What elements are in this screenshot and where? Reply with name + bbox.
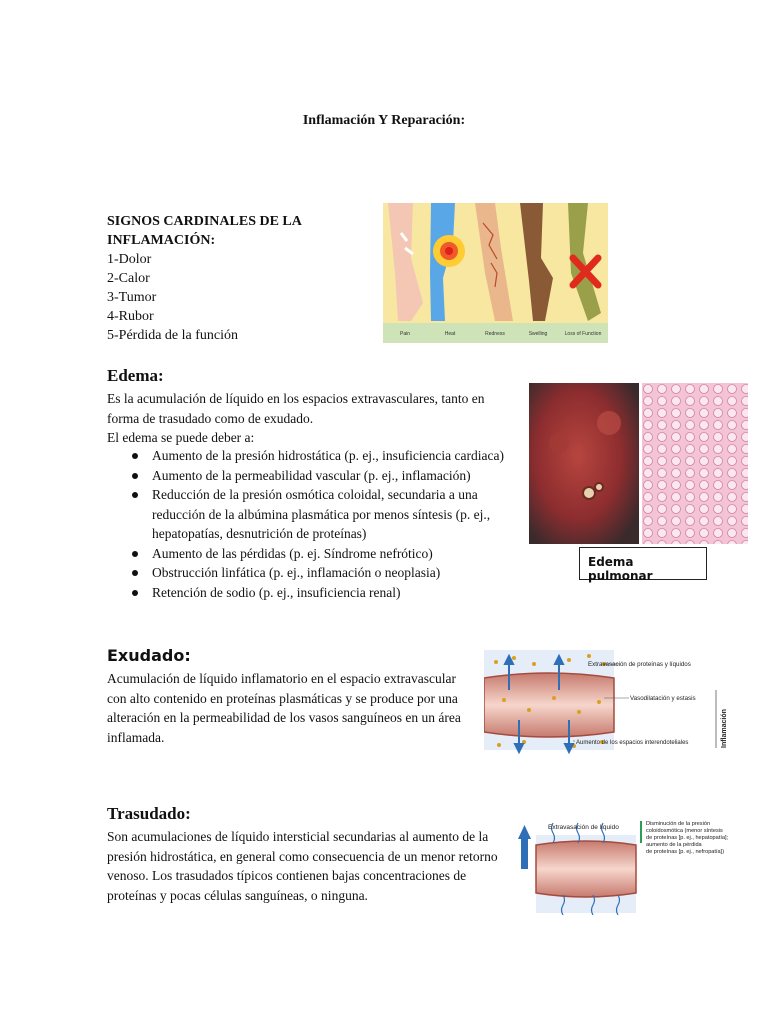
fig-label-pain: Pain xyxy=(399,331,411,337)
signos-list xyxy=(107,250,238,345)
edema-cause: Retención de sodio (p. ej., insuficiencia renal) xyxy=(132,583,517,603)
signo-item: 4-Rubor xyxy=(107,309,154,324)
edema-cause: Obstrucción linfática (p. ej., inflamación o neoplasia) xyxy=(132,563,517,583)
edema-cause: Aumento de la presión hidrostática (p. ej., insuficiencia cardiaca) xyxy=(132,446,517,466)
trasudado-note-line: de proteínas [p. ej., nefropatía]) xyxy=(646,849,725,855)
trasudado-fig-label-top: Extravasación de líquido xyxy=(548,824,619,831)
signos-heading-line2: INFLAMACIÓN: xyxy=(107,233,216,248)
fig-label-redness: Redness xyxy=(485,331,505,337)
fig-label-heat: Heat xyxy=(444,331,456,337)
edema-cause: Aumento de la permeabilidad vascular (p. ej., inflamación) xyxy=(132,466,517,486)
signo-item: 2-Calor xyxy=(107,271,150,286)
exudado-fig-label-mid: Vasodilatación y estasis xyxy=(630,695,696,702)
edema-lead: El edema se puede deber a: xyxy=(107,430,255,445)
exudado-fig-label-top: Extravasación de proteínas y líquidos xyxy=(588,661,691,668)
exudado-heading: Exudado: xyxy=(107,646,191,665)
cardinal-signs-illustration xyxy=(383,203,608,343)
fig-label-loss: Loss of Function xyxy=(564,331,602,337)
trasudado-note-line: de proteínas [p. ej., hepatopatía]; xyxy=(646,835,729,841)
edema-caption: Edema pulmonar xyxy=(579,547,707,580)
edema-causes-list xyxy=(132,446,517,602)
trasudado-note-line: coloidosmótica (menor síntesis xyxy=(646,828,723,834)
edema-intro-text: Es la acumulación de líquido en los espacios extravasculares, tanto en forma de trasudado como de exudado. xyxy=(107,391,485,426)
exudado-fig-label-bottom: Aumento de los espacios interendoteliales xyxy=(576,740,689,746)
signo-item: 3-Tumor xyxy=(107,290,157,305)
edema-intro xyxy=(107,389,517,448)
exudado-text: Acumulación de líquido inflamatorio en el espacio extravascular con alto contenido en proteínas plasmáticas y se produce por una alteración en la permeabilidad de los vasos sanguíneos en un área inflamada. xyxy=(107,671,461,745)
trasudado-heading: Trasudado: xyxy=(107,804,191,823)
edema-cause: Aumento de las pérdidas (p. ej. Síndrome nefrótico) xyxy=(132,544,517,564)
fig-label-swelling: Swelling xyxy=(528,331,548,337)
trasudado-note-line: aumento de la pérdida xyxy=(646,842,702,848)
page-title: Inflamación Y Reparación: xyxy=(302,113,466,128)
trasudado-diagram xyxy=(518,815,736,915)
edema-heading: Edema: xyxy=(107,366,164,385)
exudado-diagram xyxy=(484,650,736,755)
edema-cause: Reducción de la presión osmótica coloidal, secundaria a una reducción de la albúmina plasmática por menos síntesis (p. ej., hepatopatías, desnutrición de proteínas) xyxy=(132,485,517,544)
signos-heading xyxy=(107,212,347,250)
exudado-fig-side-label: Inflamación xyxy=(721,709,728,748)
signo-item: 5-Pérdida de la función xyxy=(107,328,239,343)
signos-heading-line1: SIGNOS CARDINALES DE LA xyxy=(107,214,302,229)
trasudado-note-line: Disminución de la presión xyxy=(646,821,711,827)
edema-pulmonar-image xyxy=(529,383,748,544)
signo-item: 1-Dolor xyxy=(107,252,152,267)
trasudado-text: Son acumulaciones de líquido intersticial secundarias al aumento de la presión hidrostática, en general como consecuencia de un menor retorno venoso. Los trasudados típicos contienen bajas concentraciones de proteínas y pocas células sanguíneas, o ninguna. xyxy=(107,829,498,903)
